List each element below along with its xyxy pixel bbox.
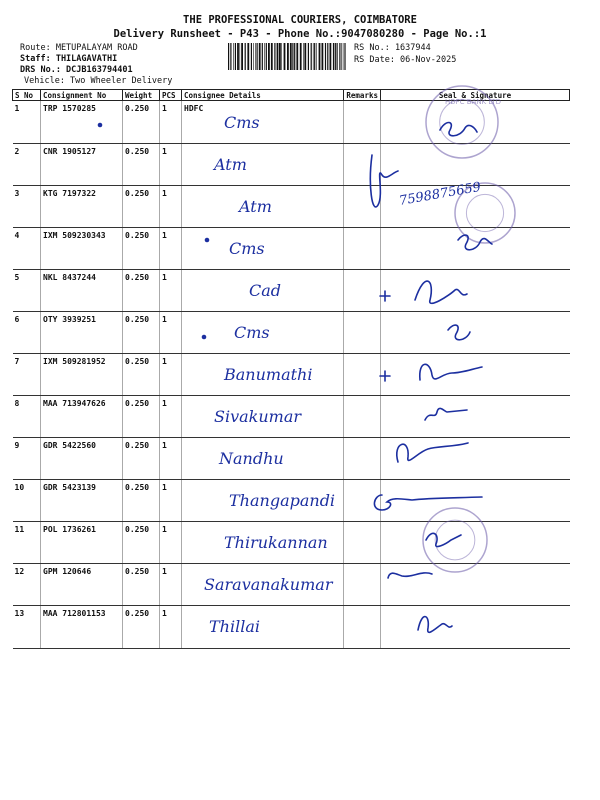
handwritten-consignee: Cms — [224, 113, 260, 132]
barcode-bar — [344, 43, 345, 70]
cell-consignee — [182, 228, 344, 270]
cell-signature — [381, 522, 570, 564]
barcode-bar — [262, 43, 263, 70]
cell-consignee — [182, 564, 344, 606]
cell-consignee — [182, 606, 344, 649]
barcode-bar — [240, 43, 241, 70]
cell-pcs: 1 — [160, 101, 182, 144]
cell-consignee — [182, 480, 344, 522]
cell-consignment: GDR 5423139 — [41, 480, 123, 522]
barcode-bar — [279, 43, 281, 70]
barcode-bar — [325, 43, 326, 70]
barcode-bar — [266, 43, 267, 70]
barcode-bar — [345, 43, 346, 70]
cell-weight: 0.250 — [123, 396, 160, 438]
barcode-bar — [300, 43, 302, 70]
barcode-bar — [268, 43, 270, 70]
barcode-bar — [237, 43, 239, 70]
runsheet-title: Delivery Runsheet - P43 - Phone No.:9047080280 - Page No.:1 — [113, 28, 487, 40]
barcode-bar — [311, 43, 312, 70]
barcode-bar — [316, 43, 317, 70]
cell-pcs: 1 — [160, 606, 182, 649]
rs-number: RS No.: 1637944 — [354, 43, 431, 53]
cell-consignment: IXM 509230343 — [41, 228, 123, 270]
cell-sno: 13 — [13, 606, 41, 649]
barcode-bar — [322, 43, 324, 70]
cell-consignment: NKL 8437244 — [41, 270, 123, 312]
cell-weight: 0.250 — [123, 101, 160, 144]
cell-weight: 0.250 — [123, 606, 160, 649]
handwritten-consignee: Thillai — [209, 617, 260, 636]
cell-pcs: 1 — [160, 522, 182, 564]
cell-weight: 0.250 — [123, 564, 160, 606]
col-header-weight: Weight — [123, 90, 160, 101]
cell-weight: 0.250 — [123, 186, 160, 228]
cell-consignment: MAA 713947626 — [41, 396, 123, 438]
table-row — [13, 312, 570, 354]
cell-pcs: 1 — [160, 396, 182, 438]
barcode-bar — [339, 43, 340, 70]
col-header-pcs: PCS — [160, 90, 182, 101]
cell-sno: 2 — [13, 144, 41, 186]
staff-label: Staff: THILAGAVATHI — [20, 54, 118, 64]
cell-remarks — [344, 522, 381, 564]
cell-remarks — [344, 606, 381, 649]
cell-weight: 0.250 — [123, 522, 160, 564]
barcode-bar — [303, 43, 304, 70]
col-header-remarks: Remarks — [344, 90, 381, 101]
barcode-bar — [228, 43, 229, 70]
cell-weight: 0.250 — [123, 228, 160, 270]
cell-consignee — [182, 522, 344, 564]
cell-sno: 9 — [13, 438, 41, 480]
cell-signature — [381, 144, 570, 186]
barcode-bar — [319, 43, 321, 70]
cell-consignee — [182, 101, 344, 144]
cell-remarks — [344, 144, 381, 186]
table-row — [13, 186, 570, 228]
handwritten-consignee: Cad — [249, 281, 282, 300]
barcode-bar — [271, 43, 273, 70]
table-row — [13, 396, 570, 438]
cell-consignment: TRP 1570285 — [41, 101, 123, 144]
table-row — [13, 228, 570, 270]
cell-remarks — [344, 101, 381, 144]
barcode-bar — [264, 43, 265, 70]
cell-remarks — [344, 564, 381, 606]
barcode-bar — [337, 43, 338, 70]
rs-date: RS Date: 06-Nov-2025 — [354, 55, 457, 65]
table-row — [13, 438, 570, 480]
barcode-bar — [253, 43, 254, 70]
table-row — [13, 354, 570, 396]
cell-sno: 8 — [13, 396, 41, 438]
cell-signature — [381, 354, 570, 396]
barcode-bar — [284, 43, 286, 70]
handwritten-consignee: Atm — [239, 197, 272, 216]
barcode-bar — [245, 43, 246, 70]
phone-note: 7598875659 — [398, 179, 483, 209]
cell-remarks — [344, 480, 381, 522]
route-label: Route: METUPALAYAM ROAD — [20, 43, 138, 53]
barcode-bar — [304, 43, 306, 70]
barcode-bar — [259, 43, 261, 70]
col-header-consignee: Consignee Details — [182, 90, 344, 101]
cell-consignment: OTY 3939251 — [41, 312, 123, 354]
cell-consignee — [182, 186, 344, 228]
table-row — [13, 564, 570, 606]
barcode-bar — [241, 43, 243, 70]
cell-consignee — [182, 270, 344, 312]
cell-remarks — [344, 354, 381, 396]
barcode-bar — [277, 43, 279, 70]
barcode-bar — [294, 43, 295, 70]
barcode-bar — [314, 43, 315, 70]
cell-pcs: 1 — [160, 564, 182, 606]
barcode-bar — [333, 43, 334, 70]
cell-remarks — [344, 396, 381, 438]
handwritten-consignee: Banumathi — [224, 365, 313, 384]
cell-sno: 1 — [13, 101, 41, 144]
barcode-bar — [308, 43, 309, 70]
table-row — [13, 522, 570, 564]
cell-consignee — [182, 438, 344, 480]
barcode-bar — [233, 43, 234, 70]
barcode-bar — [290, 43, 292, 70]
barcode-bar — [281, 43, 282, 70]
cell-signature — [381, 396, 570, 438]
cell-consignment: KTG 7197322 — [41, 186, 123, 228]
barcode-bar — [296, 43, 298, 70]
cell-remarks — [344, 186, 381, 228]
cell-sno: 5 — [13, 270, 41, 312]
cell-signature — [381, 101, 570, 144]
barcode-bar — [230, 43, 231, 70]
cell-signature — [381, 564, 570, 606]
barcode-bar — [341, 43, 342, 70]
cell-sno: 7 — [13, 354, 41, 396]
cell-remarks — [344, 312, 381, 354]
cell-weight: 0.250 — [123, 354, 160, 396]
cell-weight: 0.250 — [123, 144, 160, 186]
cell-signature — [381, 186, 570, 228]
barcode-bar — [274, 43, 275, 70]
barcode — [228, 43, 348, 70]
col-header-sno: S No — [13, 90, 41, 101]
cell-pcs: 1 — [160, 312, 182, 354]
cell-signature — [381, 438, 570, 480]
cell-signature — [381, 270, 570, 312]
table-row — [13, 480, 570, 522]
handwritten-consignee: Cms — [229, 239, 265, 258]
cell-sno: 11 — [13, 522, 41, 564]
table-header-row — [13, 90, 570, 101]
cell-consignment: MAA 712801153 — [41, 606, 123, 649]
cell-signature — [381, 228, 570, 270]
cell-remarks — [344, 228, 381, 270]
cell-sno: 4 — [13, 228, 41, 270]
cell-consignment: GPM 120646 — [41, 564, 123, 606]
cell-pcs: 1 — [160, 228, 182, 270]
cell-weight: 0.250 — [123, 438, 160, 480]
cell-pcs: 1 — [160, 480, 182, 522]
handwritten-consignee: Atm — [214, 155, 247, 174]
cell-pcs: 1 — [160, 186, 182, 228]
table-row — [13, 606, 570, 649]
cell-remarks — [344, 270, 381, 312]
table-row — [13, 101, 570, 144]
cell-consignee — [182, 354, 344, 396]
barcode-bar — [335, 43, 336, 70]
cell-consignment: POL 1736261 — [41, 522, 123, 564]
barcode-bar — [247, 43, 249, 70]
cell-consignee — [182, 312, 344, 354]
handwritten-consignee: Nandhu — [219, 449, 284, 468]
cell-weight: 0.250 — [123, 480, 160, 522]
stamp-text: HDFC BANK LTD — [445, 98, 502, 106]
cell-remarks — [344, 438, 381, 480]
cell-pcs: 1 — [160, 354, 182, 396]
handwritten-consignee: Thangapandi — [229, 491, 336, 510]
drs-label: DRS No.: DCJB163794401 — [20, 65, 133, 75]
cell-signature — [381, 606, 570, 649]
cell-consignee — [182, 396, 344, 438]
col-header-signature: Seal & Signature — [381, 90, 570, 101]
handwritten-consignee: Sivakumar — [214, 407, 302, 426]
runsheet-table — [12, 89, 570, 649]
cell-sno: 12 — [13, 564, 41, 606]
cell-sno: 3 — [13, 186, 41, 228]
cell-sno: 6 — [13, 312, 41, 354]
table-row — [13, 270, 570, 312]
barcode-bar — [327, 43, 328, 70]
cell-weight: 0.250 — [123, 312, 160, 354]
cell-signature — [381, 480, 570, 522]
handwritten-consignee: Cms — [234, 323, 270, 342]
cell-consignee — [182, 144, 344, 186]
barcode-bar — [330, 43, 332, 70]
cell-pcs: 1 — [160, 144, 182, 186]
cell-signature — [381, 312, 570, 354]
cell-pcs: 1 — [160, 438, 182, 480]
handwritten-consignee: Saravanakumar — [204, 575, 333, 594]
cell-consignment: GDR 5422560 — [41, 438, 123, 480]
barcode-bar — [292, 43, 293, 70]
cell-pcs: 1 — [160, 270, 182, 312]
barcode-bar — [287, 43, 289, 70]
barcode-bar — [343, 43, 344, 70]
cell-weight: 0.250 — [123, 270, 160, 312]
barcode-bar — [257, 43, 258, 70]
table-row — [13, 144, 570, 186]
barcode-bar — [313, 43, 314, 70]
barcode-bar — [235, 43, 236, 70]
company-title: THE PROFESSIONAL COURIERS, COIMBATORE — [183, 14, 417, 26]
cell-consignment: IXM 509281952 — [41, 354, 123, 396]
vehicle-label: Vehicle: Two Wheeler Delivery — [24, 76, 173, 86]
handwritten-consignee: Thirukannan — [224, 533, 328, 552]
cell-sno: 10 — [13, 480, 41, 522]
consignee-label: HDFC — [184, 104, 204, 113]
barcode-bar — [255, 43, 256, 70]
barcode-bar — [251, 43, 252, 70]
cell-consignment: CNR 1905127 — [41, 144, 123, 186]
col-header-consignment: Consignment No — [41, 90, 123, 101]
